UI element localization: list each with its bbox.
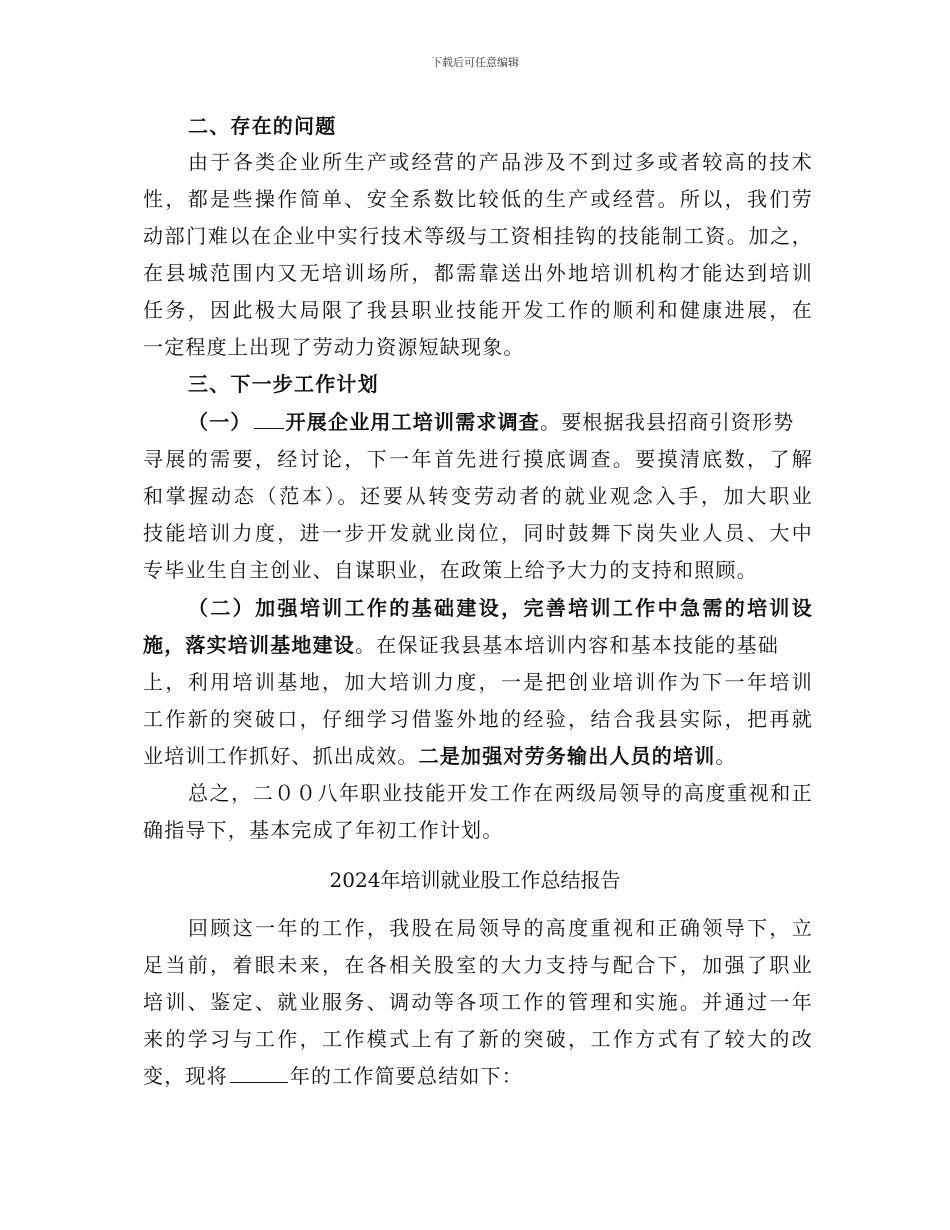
section-heading-problems: 二、存在的问题 <box>188 114 337 138</box>
plan-item-1-number: （一） <box>188 410 252 434</box>
paragraph-text: 业培训工作抓好、抓出成效。 <box>143 744 419 768</box>
paragraph-line: 足当前，着眼未来，在各相关股室的大力支持与配合下，加强了职业 <box>143 953 813 977</box>
conclusion-line: 确指导下，基本完成了年初工作计划。 <box>143 818 504 842</box>
fill-blank <box>254 410 284 429</box>
paragraph-line: 工作新的突破口，仔细学习借鉴外地的经验，结合我县实际，把再就 <box>143 707 813 731</box>
paragraph-line: 性，都是些操作简单、安全系数比较低的生产或经营。所以，我们劳 <box>143 187 813 211</box>
plan-item-1-title: 开展企业用工培训需求调查 <box>285 410 541 434</box>
fill-blank <box>230 1064 288 1083</box>
conclusion-line: 总之，二００八年职业技能开发工作在两级局领导的高度重视和正 <box>188 781 813 805</box>
plan-item-2-text: 。在保证我县基本培训内容和基本技能的基础 <box>355 633 779 657</box>
plan-item-2-last-line <box>143 738 813 774</box>
paragraph-line: 上，利用培训基地，加大培训力度，一是把创业培训作为下一年培训 <box>143 670 813 694</box>
paragraph-line: 任务，因此极大局限了我县职业技能开发工作的顺利和健康进展，在 <box>143 298 813 322</box>
section-heading-plan: 三、下一步工作计划 <box>188 372 379 396</box>
plan-item-1-text: 。要根据我县招商引资形势 <box>540 410 795 434</box>
paragraph-line: 和掌握动态（范本）。还要从转变劳动者的就业观念入手，加大职业 <box>143 484 813 508</box>
plan-item-2-title-end: 施，落实培训基地建设 <box>143 633 355 657</box>
plan-item-2-title: （二）加强培训工作的基础建设，完善培训工作中急需的培训设 <box>188 596 813 620</box>
paragraph-line: 寻展的需要，经讨论，下一年首先进行摸底调查。要摸清底数，了解 <box>143 447 813 471</box>
paragraph-text: 年的工作简要总结如下： <box>289 1064 524 1088</box>
header-note: 下载后可任意编辑 <box>431 56 519 69</box>
paragraph-line: 在县城范围内又无培训场所，都需靠送出外地培训机构才能达到培训 <box>143 261 813 285</box>
report-title: 2024年培训就业股工作总结报告 <box>329 868 621 892</box>
paragraph-text: 。 <box>715 744 737 768</box>
paragraph-line: 来的学习与工作，工作模式上有了新的突破，工作方式有了较大的改 <box>143 1027 813 1051</box>
paragraph-line: 由于各类企业所生产或经营的产品涉及不到过多或者较高的技术 <box>188 150 813 174</box>
emphasis-text: 二是加强对劳务输出人员的培训 <box>418 744 716 768</box>
report-last-line <box>143 1058 813 1094</box>
paragraph-line: 动部门难以在企业中实行技术等级与工资相挂钩的技能制工资。加之， <box>143 224 813 248</box>
paragraph-line: 专毕业生自主创业、自谋职业，在政策上给予大力的支持和照顾。 <box>143 558 758 582</box>
paragraph-line: 技能培训力度，进一步开发就业岗位，同时鼓舞下岗失业人员、大中 <box>143 521 813 545</box>
plan-item-1-lead <box>188 404 813 440</box>
paragraph-text: 变，现将 <box>143 1064 228 1088</box>
paragraph-line: 一定程度上出现了劳动力资源短缺现象。 <box>143 335 525 359</box>
paragraph-line: 回顾这一年的工作，我股在局领导的高度重视和正确领导下，立 <box>188 916 813 940</box>
paragraph-line: 培训、鉴定、就业服务、调动等各项工作的管理和实施。并通过一年 <box>143 990 813 1014</box>
plan-item-2-line <box>143 627 813 663</box>
